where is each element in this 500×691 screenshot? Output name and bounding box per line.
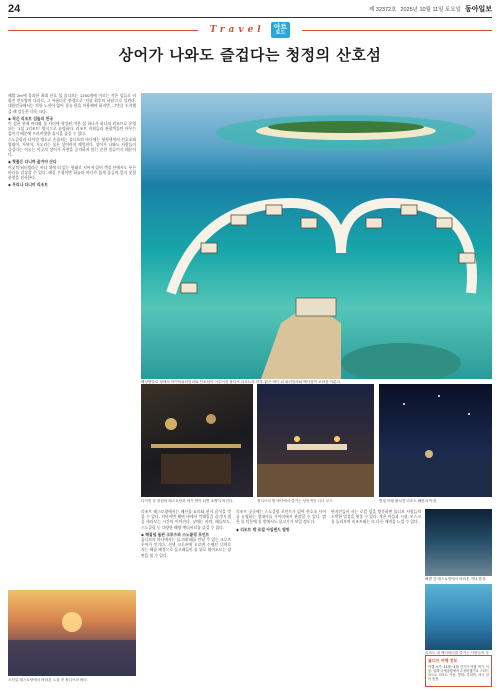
badge-sub: 로드 xyxy=(275,30,286,36)
main-photo-caption: 해상방갈로 형태의 하이어워터빌라와 산호섬이 어우러진 몰디브 리조트의 전경. 맑은 바다 위 워터빌라와 백사장이 조화를 이룬다. xyxy=(141,380,341,384)
body-column-2 xyxy=(236,509,326,674)
subheading: ◆ 리조트 밖 로컬 아일랜드 탐방 xyxy=(236,526,290,532)
section-label xyxy=(0,22,500,38)
paper-name: 동아일보 xyxy=(464,6,492,13)
paragraph: 해발 2m에 불과한 최대 산호 섬 몰디브는 1200개에 이르는 작은 섬들로 이뤄진 인도양의 나라로, 그 아름다운 풍경으로 '지상 최후의 낙원'으로 불린다. 대한민국에서는 직항 노선이 없어 경유 편을 이용해야 하지만, 그만큼 도착했을 때 감동은 더욱 크다. xyxy=(8,93,136,114)
issue-info: 제 32372호 xyxy=(368,7,397,13)
subheading: ◆ 무리나 다니미 리조트 xyxy=(8,182,48,188)
page-header xyxy=(8,2,492,16)
body-column-1 xyxy=(141,509,231,674)
photo-dinner-beach xyxy=(257,384,374,497)
photo-night-beach xyxy=(379,384,492,497)
dinner-illustration xyxy=(257,384,374,497)
night-beach-illustration xyxy=(379,384,492,497)
paragraph: 이곳의 워터빌라는 바다 위에 떠 있는 형태로 지어져 있어 객실 안에서도 푸른 바다를 감상할 수 있다. 해질 무렵이면 하늘과 바다가 붉게 물들며 잊지 못할 풍경을 선사한다. xyxy=(8,164,136,181)
paragraph: 몰디브의 바다에서는 돌고래 떼를 만날 수 있는 크루즈 투어가 인기다. 선셋 크루즈에 오르면 수평선 너머로 지는 해를 배경으로 돌고래들이 물 위로 뛰어오르는 장면을 볼 수 있다. xyxy=(141,537,231,558)
photo-restaurant-night xyxy=(141,384,253,497)
photo-sunset xyxy=(8,590,136,676)
info-box-text: 여행 시기: 11월~4월 건기가 여행 적기. 이동: 말레 국제공항에서 수상비행기나 스피드보트로 리조트 이동. 통화: 루피야, 미국 달러 통용. xyxy=(428,665,489,681)
subheading: ◆ 핫플은 다니며 즐겨야 산다 xyxy=(8,159,57,165)
paragraph: 현지인들이 사는 로컬 섬을 방문하면 몰디브 사람들의 소박한 일상을 엿볼 수 있다. 작은 마을과 시장, 모스크를 둘러보며 리조트와는 또 다른 매력을 느낄 수 있다. xyxy=(331,509,421,525)
header-rule xyxy=(8,17,492,18)
headline: 상어가 나와도 즐겁다는 청정의 산호섬 xyxy=(118,46,382,64)
photo-activity xyxy=(425,584,492,650)
badge-main: 아트 xyxy=(273,24,288,31)
caption-dark3: 별빛 아래 펼쳐진 리조트 해변과 야경. xyxy=(379,499,438,503)
caption-right1: 해변 앞 레스토랑에서 바라본 저녁 풍경. xyxy=(425,577,487,581)
paragraph: 이 섬은 현재 바다와 물 사이에 형성된 작은 섬 하나가 하나의 리조트로 운영되는 '1섬 1리조트' 방식으로 유명하다. 리조트 직원들과 관광객들만 머무는 섬이기 때문에 프라이빗한 휴식을 즐길 수 있다. xyxy=(8,121,136,137)
main-photo-resort-aerial xyxy=(141,93,492,379)
resort-aerial-illustration xyxy=(141,93,492,379)
paragraph: 리조트 곳곳에는 스노클링 포인트가 있어 산호초 사이를 유영하는 열대어를 가까이에서 관찰할 수 있다. 맑은 물 덕분에 물 밖에서도 물고기가 보일 정도다. xyxy=(236,509,326,525)
info-box xyxy=(425,655,492,687)
section-title: Travel xyxy=(209,25,265,35)
caption-dark2: 몰디브의 밤 바다에서 즐기는 낭만적인 디너 코스. xyxy=(257,499,334,503)
subheading: ◆ 해질녘 돌핀 크루즈와 스노클링 포인트 xyxy=(141,531,210,537)
subheading: ◆ 작은 리조트 섬들의 천국 xyxy=(8,115,53,121)
page-number: 24 xyxy=(8,3,21,15)
caption-right2: 리조트 내 액티비티를 즐기는 사람들이 푸 xyxy=(425,651,490,655)
left-column xyxy=(8,93,136,583)
paragraph: 스노클링과 다이빙 명소로 손꼽히는 몰디브의 바다에는 형형색색의 산호초와 열대어, 거북이, 가오리는 물론 상어까지 헤엄친다. 상어가 나와도 사람들이 즐겁다는 이유는 이곳의 상어가 사람을 공격하지 않는 순한 종류이기 때문이다. xyxy=(8,136,136,158)
section-badge xyxy=(271,22,291,38)
restaurant-illustration xyxy=(141,384,253,497)
paragraph: 리조트 레스토랑에서는 해산물 요리와 현지 음식을 맛볼 수 있다. 저녁이면 해변 바에서 칵테일을 즐기며 별을 바라보는 시간이 이어진다. 낮에는 카약, 패들보드, 스노클링 등 다양한 해양 액티비티를 즐길 수 있다. xyxy=(141,509,231,530)
photo-evening-restaurant xyxy=(425,509,492,576)
caption-bottomleft: 오션뷰 레스토랑에서 바라본 노을 진 몰디브의 바다. xyxy=(8,678,88,682)
body-column-3 xyxy=(331,509,421,674)
sunset-illustration xyxy=(8,590,136,676)
info-box-title: 몰디브 여행 정보 xyxy=(428,658,458,663)
issue-date: 2025년 10월 11일 토요일 xyxy=(400,7,461,13)
caption-dark1: 다이빙 강 정원의 레스토랑과 바가 밤이 되면 조명이 켜진다. xyxy=(141,499,234,503)
masthead-info xyxy=(369,4,492,14)
